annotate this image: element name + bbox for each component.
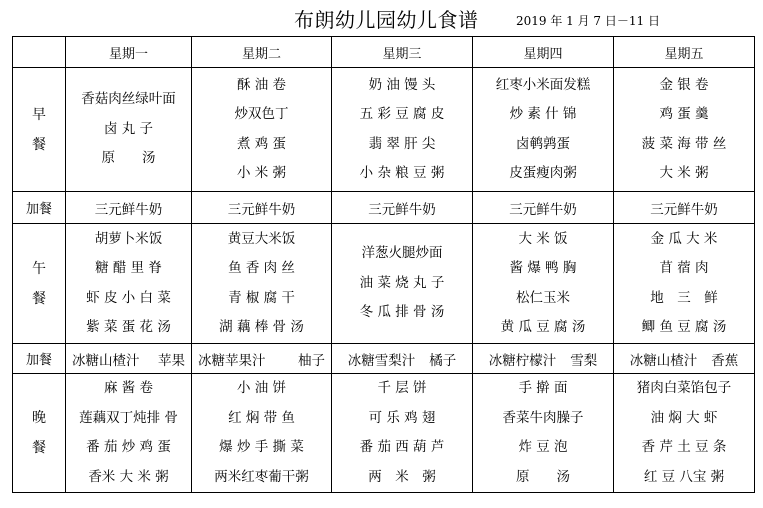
dish-item: 冬 瓜 排 骨 汤	[359, 304, 445, 321]
breakfast-cell	[473, 68, 614, 192]
breakfast-cell	[66, 68, 192, 192]
meal-label-snack: 加餐	[13, 344, 66, 374]
dish-item: 莲藕双丁炖排 骨	[79, 409, 178, 426]
dish-item: 翡 翠 肝 尖	[368, 135, 436, 152]
dish-item: 手 擀 面	[518, 380, 568, 396]
dish-item: 红 豆 八宝 粥	[643, 468, 725, 485]
snack-cell: 三元鲜牛奶	[66, 192, 192, 224]
dish-item: 洋葱火腿炒面	[361, 245, 443, 262]
dish-item: 香菇肉丝绿叶面	[81, 91, 176, 108]
dish-item: 鸡 蛋 羹	[659, 106, 709, 122]
snack-cell: 冰糖山楂汁 苹果	[66, 344, 192, 374]
snack-cell: 冰糖山楂汁 香蕉	[614, 344, 755, 374]
dish-item: 爆 炒 手 撕 菜	[219, 439, 304, 455]
snack-am-row	[13, 192, 755, 224]
dish-item: 千 层 饼	[377, 380, 427, 396]
dish-item: 小 米 粥	[236, 165, 287, 181]
dish-item: 香米 大 米 粥	[88, 468, 169, 485]
dish-item: 苜 蓿 肉	[659, 260, 709, 276]
dinner-row	[13, 374, 755, 493]
dish-item: 酱 爆 鸭 胸	[509, 260, 577, 276]
day-header: 星期四	[473, 37, 614, 68]
breakfast-cell	[614, 68, 755, 192]
dish-item: 番 茄 西 葫 芦	[359, 439, 445, 455]
dish-item: 青 椒 腐 干	[228, 289, 295, 306]
dish-item: 地 三 鲜	[650, 289, 718, 306]
dish-item: 炸 豆 泡	[518, 439, 568, 455]
dish-item: 黄 瓜 豆 腐 汤	[500, 319, 586, 335]
meal-label-snack: 加餐	[13, 192, 66, 224]
day-header: 星期一	[66, 37, 192, 68]
dish-item: 大 米 粥	[659, 165, 709, 181]
dish-item: 油 焖 大 虾	[650, 409, 718, 426]
dish-item: 金 瓜 大 米	[650, 230, 718, 247]
dish-item: 香 芹 土 豆 条	[641, 439, 727, 455]
lunch-cell	[66, 224, 192, 344]
dish-item: 原 汤	[516, 468, 570, 485]
dish-item: 炒双色丁	[234, 106, 289, 122]
snack-cell: 三元鲜牛奶	[332, 192, 473, 224]
dinner-cell	[192, 374, 332, 493]
dish-item: 鱼 香 肉 丝	[228, 260, 295, 276]
dinner-cell	[332, 374, 473, 493]
page-title: 布朗幼儿园幼儿食谱	[294, 8, 479, 32]
dish-item: 虾 皮 小 白 菜	[86, 289, 171, 306]
dish-item: 炒 素 什 锦	[509, 106, 577, 122]
dish-item: 菠 菜 海 带 丝	[641, 135, 727, 152]
date-range: 2019 年 1 月 7 日－11 日	[516, 14, 660, 28]
dish-item: 麻 酱 卷	[103, 380, 154, 396]
snack-cell: 三元鲜牛奶	[473, 192, 614, 224]
dish-item: 煮 鸡 蛋	[236, 135, 287, 152]
dish-item: 油 菜 烧 丸 子	[359, 274, 445, 291]
dish-item: 小 油 饼	[236, 380, 287, 396]
day-header: 星期三	[332, 37, 473, 68]
meal-label-breakfast: 早 餐	[13, 68, 66, 192]
lunch-cell	[614, 224, 755, 344]
lunch-cell	[192, 224, 332, 344]
dish-item: 五 彩 豆 腐 皮	[359, 106, 445, 122]
corner-cell	[13, 37, 66, 68]
dish-item: 卤 丸 子	[103, 120, 154, 137]
dish-item: 卤鹌鹑蛋	[516, 135, 570, 152]
header	[0, 6, 763, 34]
dish-item: 大 米 饭	[518, 230, 568, 247]
snack-cell: 三元鲜牛奶	[614, 192, 755, 224]
dinner-cell	[473, 374, 614, 493]
day-header: 星期二	[192, 37, 332, 68]
dish-item: 红 焖 带 鱼	[228, 409, 295, 426]
dish-item: 红枣小米面发糕	[495, 76, 591, 93]
dish-item: 可 乐 鸡 翅	[368, 409, 436, 426]
dish-item: 原 汤	[101, 150, 156, 167]
dish-item: 皮蛋瘦肉粥	[509, 165, 577, 181]
dish-item: 紫 菜 蛋 花 汤	[86, 319, 171, 335]
dish-item: 黄豆大米饭	[227, 230, 296, 247]
dish-item: 奶 油 馒 头	[368, 76, 436, 93]
dish-item: 两 米 粥	[368, 468, 436, 485]
menu-table	[12, 36, 755, 493]
snack-cell: 冰糖苹果汁 柚子	[192, 344, 332, 374]
snack-cell: 冰糖雪梨汁 橘子	[332, 344, 473, 374]
dish-item: 番 茄 炒 鸡 蛋	[86, 439, 171, 455]
dish-item: 两米红枣葡干粥	[214, 468, 309, 485]
day-header: 星期五	[614, 37, 755, 68]
dish-item: 松仁玉米	[516, 289, 570, 306]
dish-item: 鲫 鱼 豆 腐 汤	[641, 319, 727, 335]
snack-pm-row	[13, 344, 755, 374]
lunch-cell	[473, 224, 614, 344]
dish-item: 小 杂 粮 豆 粥	[359, 165, 445, 181]
breakfast-cell	[192, 68, 332, 192]
dish-item: 金 银 卷	[659, 76, 709, 93]
snack-cell: 冰糖柠檬汁 雪梨	[473, 344, 614, 374]
dinner-cell	[614, 374, 755, 493]
lunch-row	[13, 224, 755, 344]
breakfast-row	[13, 68, 755, 192]
lunch-cell	[332, 224, 473, 344]
meal-label-dinner: 晚 餐	[13, 374, 66, 493]
dinner-cell	[66, 374, 192, 493]
dish-item: 酥 油 卷	[236, 76, 287, 93]
header-row	[13, 37, 755, 68]
dish-item: 胡萝卜米饭	[94, 230, 163, 247]
dish-item: 香菜牛肉臊子	[502, 409, 584, 426]
dish-item: 糖 醋 里 脊	[95, 260, 162, 276]
snack-cell: 三元鲜牛奶	[192, 192, 332, 224]
meal-label-lunch: 午 餐	[13, 224, 66, 344]
breakfast-cell	[332, 68, 473, 192]
dish-item: 湖 藕 棒 骨 汤	[219, 319, 304, 335]
dish-item: 猪肉白菜馅包子	[636, 380, 732, 396]
